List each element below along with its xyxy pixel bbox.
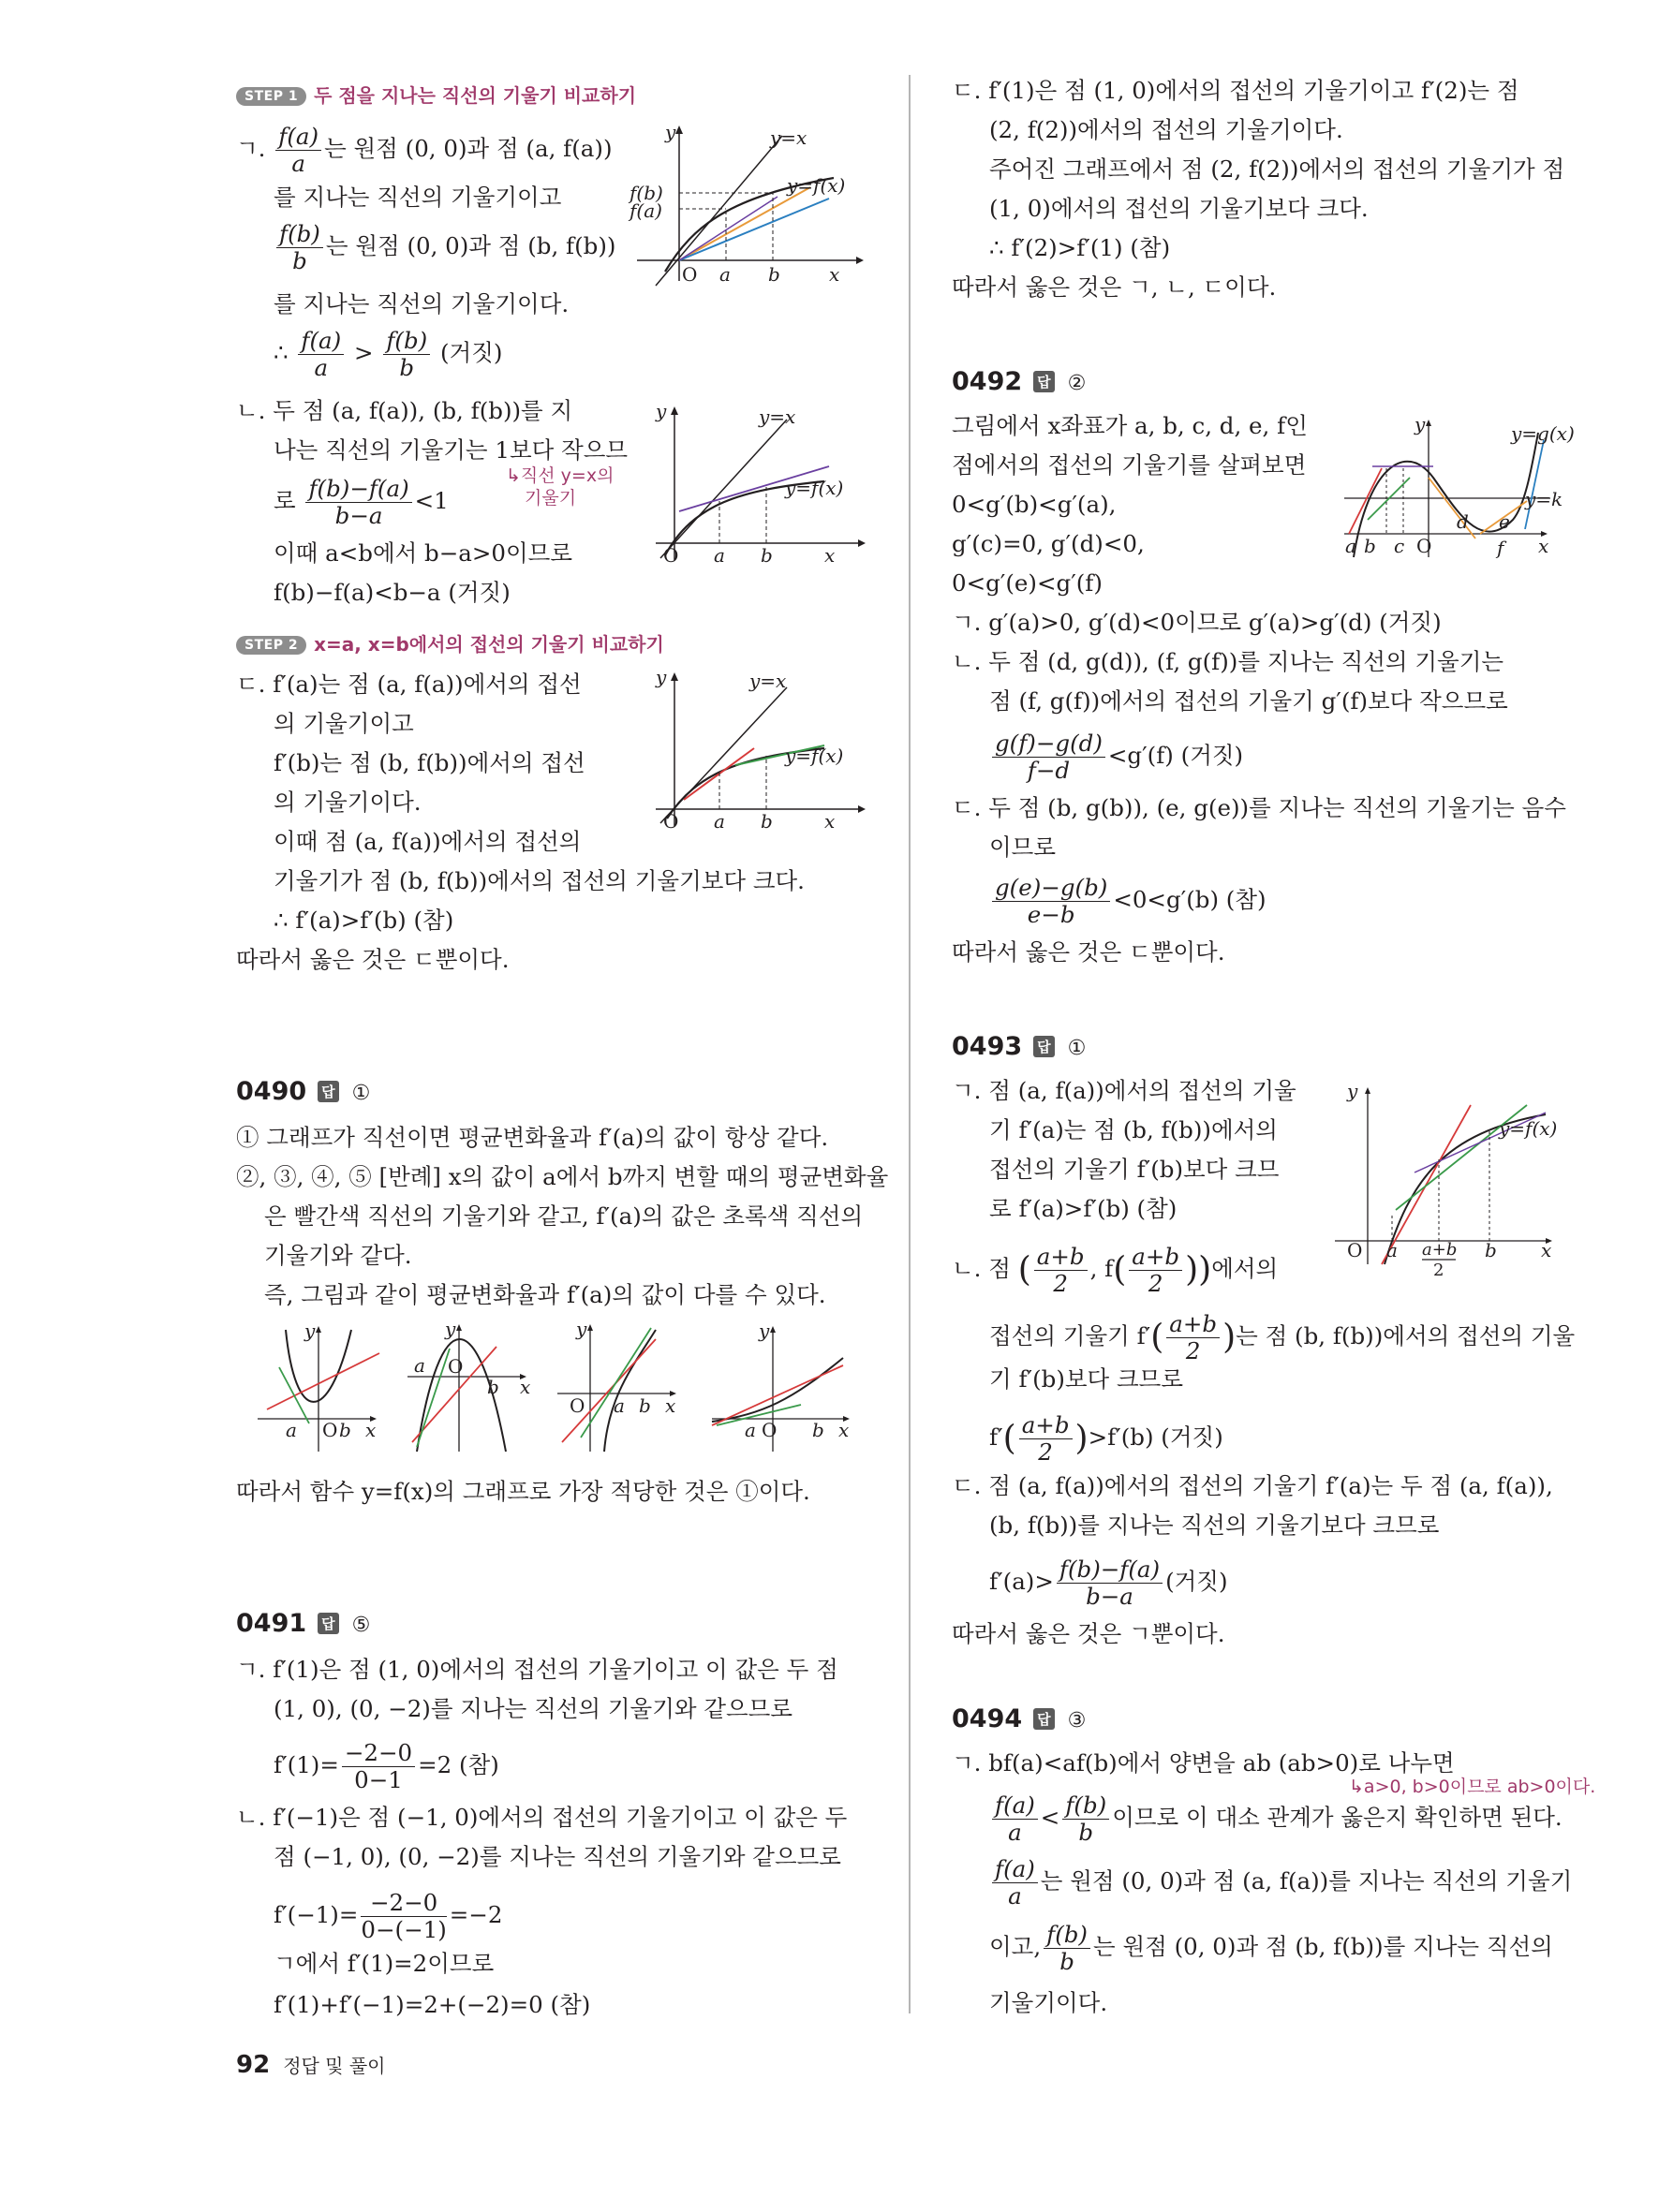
step1-title: 두 점을 지나는 직선의 기울기 비교하기 xyxy=(314,84,637,107)
p0493-l2: 기 f′(a)는 점 (b, f(b))에서의 xyxy=(989,1116,1278,1143)
svg-text:O: O xyxy=(682,263,698,286)
text: 는 원점 (0, 0)과 점 (a, f(a)) xyxy=(324,135,613,162)
p0492-l11: 이므로 xyxy=(989,833,1057,861)
left-n3: 로 $\frac{f(b)-f(a)}{b-a}$ <1 xyxy=(274,475,449,529)
left-g2: 를 지나는 직선의 기울기이고 xyxy=(274,184,562,211)
svg-text:y: y xyxy=(656,666,667,688)
page-label: 정답 및 풀이 xyxy=(283,2055,386,2077)
svg-text:b: b xyxy=(812,1419,824,1441)
svg-text:y=x: y=x xyxy=(749,670,787,692)
svg-text:a: a xyxy=(719,263,731,286)
graph-step1-n xyxy=(646,401,881,565)
problem-0490-header: 0490 답 ① xyxy=(236,1077,371,1106)
svg-text:x: x xyxy=(1538,535,1549,557)
graph-0490-2 xyxy=(253,1320,384,1456)
svg-text:O: O xyxy=(322,1419,338,1441)
p0491-l1: ㄱ. f′(1)은 점 (1, 0)에서의 접선의 기울기이고 이 값은 두 점 xyxy=(236,1656,838,1683)
left-d5: 이때 점 (a, f(a))에서의 접선의 xyxy=(274,828,582,855)
p0492-l6: ㄱ. g′(a)>0, g′(d)<0이므로 g′(a)>g′(d) (거짓) xyxy=(952,609,1442,636)
p0491-l2: (1, 0), (0, −2)를 지나는 직선의 기울기와 같으므로 xyxy=(274,1695,792,1722)
svg-text:O: O xyxy=(762,1419,778,1441)
svg-text:a: a xyxy=(714,810,725,833)
svg-text:y=x: y=x xyxy=(770,126,807,149)
step1-badge: STEP 1 xyxy=(236,87,306,106)
p0492-l2: 점에서의 접선의 기울기를 살펴보면 xyxy=(952,451,1307,479)
svg-text:f(b): f(b) xyxy=(630,182,663,204)
svg-text:y: y xyxy=(576,1318,587,1340)
right-top-l3: 주어진 그래프에서 점 (2, f(2))에서의 접선의 기울기가 점 xyxy=(989,155,1565,183)
p0493-l3: 접선의 기울기 f′(b)보다 크므 xyxy=(989,1156,1280,1183)
p0493-l12: 따라서 옳은 것은 ㄱ뿐이다. xyxy=(952,1620,1225,1647)
svg-text:y: y xyxy=(304,1320,316,1342)
left-d4: 의 기울기이다. xyxy=(274,789,422,816)
svg-text:a: a xyxy=(286,1419,297,1441)
step1-header xyxy=(236,81,636,108)
frac-fa: $\frac{f(a)}{a}$ xyxy=(275,124,321,177)
left-d2: 의 기울기이고 xyxy=(274,710,414,737)
svg-text:y: y xyxy=(1415,413,1426,435)
p0493-l10: (b, f(b))를 지나는 직선의 기울기보다 크므로 xyxy=(989,1512,1440,1539)
p0494-l4: 이고, $\frac{f(b)}{b}$ 는 원점 (0, 0)과 점 (b, f(b))를 지나는 직선의 xyxy=(989,1921,1553,1975)
svg-text:y: y xyxy=(759,1320,770,1342)
problem-0492-header: 0492 답 ② xyxy=(952,367,1087,396)
left-d3: f′(b)는 점 (b, f(b))에서의 접선 xyxy=(274,749,585,776)
right-top-l4: (1, 0)에서의 접선의 기울기보다 크다. xyxy=(989,195,1369,222)
p0492-l4: g′(c)=0, g′(d)<0, xyxy=(952,530,1145,557)
p0490-l1: ① 그래프가 직선이면 평균변화율과 f′(a)의 값이 항상 같다. xyxy=(236,1124,829,1151)
p0493-l6: 접선의 기울기 f′( $\frac{a+b}{2}$ )는 점 (b, f(b))에서의 접선의 기울 xyxy=(989,1310,1576,1364)
page-footer xyxy=(236,2051,386,2079)
svg-text:O: O xyxy=(570,1394,585,1417)
left-n1: ㄴ. 두 점 (a, f(a)), (b, f(b))를 지 xyxy=(236,397,573,424)
svg-text:b: b xyxy=(1364,535,1376,557)
left-d8: 따라서 옳은 것은 ㄷ뿐이다. xyxy=(236,946,510,973)
svg-text:x: x xyxy=(520,1376,531,1398)
svg-text:y: y xyxy=(445,1318,456,1340)
left-g3 xyxy=(274,221,615,274)
p0491-l3: f′(1)= $\frac{-2-0}{0-1}$ =2 (참) xyxy=(274,1739,499,1793)
svg-text:b: b xyxy=(339,1419,351,1441)
svg-text:x: x xyxy=(665,1394,676,1417)
p0494-l2: $\frac{f(a)}{a}$ < $\frac{f(b)}{b}$ 이므로 이 대소 관계가 옳은지 확인하면 된다. xyxy=(989,1792,1563,1846)
svg-text:b: b xyxy=(487,1376,499,1398)
left-d1: ㄷ. f′(a)는 점 (a, f(a))에서의 접선 xyxy=(236,671,582,698)
frac-fb: $\frac{f(b)}{b}$ xyxy=(276,221,323,274)
svg-text:a: a xyxy=(745,1419,756,1441)
left-g5: ∴ $\frac{f(a)}{a}$ > $\frac{f(b)}{b}$ (거짓) xyxy=(274,327,503,381)
right-top-l2: (2, f(2))에서의 접선의 기울기이다. xyxy=(989,116,1343,143)
p0491-l4: ㄴ. f′(−1)은 점 (−1, 0)에서의 접선의 기울기이고 이 값은 두 xyxy=(236,1804,848,1831)
p0494-l1: ㄱ. bf(a)<af(b)에서 양변을 ab (ab>0)로 나누면 xyxy=(952,1749,1455,1777)
svg-text:b: b xyxy=(761,810,773,833)
right-top-l5: ∴ f′(2)>f′(1) (참) xyxy=(989,234,1171,261)
left-d7: ∴ f′(a)>f′(b) (참) xyxy=(274,907,454,934)
graph-0493-fx xyxy=(1330,1077,1592,1283)
graph-0490-4 xyxy=(553,1320,684,1456)
p0491-l6: f′(−1)= $\frac{-2-0}{0-(-1)}$ =−2 xyxy=(274,1889,503,1943)
p0490-l6: 따라서 함수 y=f(x)의 그래프로 가장 적당한 것은 ①이다. xyxy=(236,1478,810,1505)
svg-text:O: O xyxy=(1416,535,1432,557)
svg-text:x: x xyxy=(365,1419,377,1441)
p0494-l5: 기울기이다. xyxy=(989,1989,1108,2016)
svg-text:b: b xyxy=(761,544,773,567)
svg-text:2: 2 xyxy=(1433,1261,1444,1280)
p0490-l4: 기울기와 같다. xyxy=(264,1242,412,1269)
problem-0493-header: 0493 답 ① xyxy=(952,1032,1087,1061)
svg-text:y=f(x): y=f(x) xyxy=(787,174,846,197)
label-g: ㄱ. xyxy=(236,135,266,162)
p0492-l10: ㄷ. 두 점 (b, g(b)), (e, g(e))를 지나는 직선의 기울기는 음수 xyxy=(952,794,1566,821)
svg-text:b: b xyxy=(639,1394,651,1417)
svg-text:f: f xyxy=(1497,537,1504,559)
svg-text:y=f(x): y=f(x) xyxy=(785,477,844,499)
svg-text:y=f(x): y=f(x) xyxy=(785,745,844,767)
graph-0490-3 xyxy=(403,1320,534,1456)
p0491-l7: ㄱ에서 f′(1)=2이므로 xyxy=(274,1950,495,1977)
p0491-l5: 점 (−1, 0), (0, −2)를 지나는 직선의 기울기와 같으므로 xyxy=(274,1843,841,1870)
left-n2: 나는 직선의 기울기는 1보다 작으므 xyxy=(274,436,629,464)
p0492-l7: ㄴ. 두 점 (d, g(d)), (f, g(f))를 지나는 직선의 기울기는 xyxy=(952,648,1504,675)
p0492-l8: 점 (f, g(f))에서의 접선의 기울기 g′(f)보다 작으므로 xyxy=(989,687,1508,715)
problem-0491-header: 0491 답 ⑤ xyxy=(236,1609,371,1638)
p0492-l5: 0<g′(e)<g′(f) xyxy=(952,569,1103,597)
svg-text:b: b xyxy=(768,263,780,286)
svg-text:a: a xyxy=(714,544,725,567)
p0492-l1: 그림에서 x좌표가 a, b, c, d, e, f인 xyxy=(952,412,1308,439)
svg-text:f(a): f(a) xyxy=(630,199,662,222)
text: 는 원점 (0, 0)과 점 (b, f(b)) xyxy=(325,232,616,259)
step2-title: x=a, x=b에서의 접선의 기울기 비교하기 xyxy=(314,633,664,656)
p0493-l5: ㄴ. 점 ( $\frac{a+b}{2}$ , f( $\frac{a+b}{2}$ ))에서의 xyxy=(952,1243,1279,1297)
svg-text:e: e xyxy=(1499,510,1510,533)
p0492-l12: $\frac{g(e)-g(b)}{e-b}$ <0<g′(b) (참) xyxy=(989,875,1266,928)
p0492-l9: $\frac{g(f)-g(d)}{f-d}$ <g′(f) (거짓) xyxy=(989,730,1243,784)
svg-text:O: O xyxy=(1347,1239,1363,1261)
svg-text:O: O xyxy=(663,544,679,567)
svg-text:O: O xyxy=(448,1355,464,1378)
problem-0494-header: 0494 답 ③ xyxy=(952,1704,1087,1733)
note-yx-slope: ↳직선 y=x의 기울기 xyxy=(506,465,615,509)
svg-text:y=f(x): y=f(x) xyxy=(1499,1117,1558,1140)
svg-text:O: O xyxy=(663,810,679,833)
svg-text:y=g(x): y=g(x) xyxy=(1511,422,1575,445)
svg-text:b: b xyxy=(1485,1239,1497,1261)
note-ab-positive: ↳a>0, b>0이므로 ab>0이다. xyxy=(1349,1777,1596,1797)
step2-header xyxy=(236,629,664,656)
right-top-l1: ㄷ. f′(1)은 점 (1, 0)에서의 접선의 기울기이고 f′(2)는 점 xyxy=(952,77,1519,104)
p0492-l3: 0<g′(b)<g′(a), xyxy=(952,491,1117,518)
p0493-l8: f′( $\frac{a+b}{2}$ )>f′(b) (거짓) xyxy=(989,1411,1223,1466)
svg-text:y: y xyxy=(1347,1080,1358,1102)
svg-text:x: x xyxy=(829,263,840,286)
svg-text:x: x xyxy=(838,1419,850,1441)
p0494-l3: $\frac{f(a)}{a}$ 는 원점 (0, 0)과 점 (a, f(a))를 지나는 직선의 기울기 xyxy=(989,1856,1572,1910)
svg-text:a: a xyxy=(1386,1239,1398,1261)
p0490-l5: 즉, 그림과 같이 평균변화율과 f′(a)의 값이 다를 수 있다. xyxy=(264,1281,826,1308)
graph-0492-gx xyxy=(1340,412,1602,562)
svg-text:d: d xyxy=(1457,510,1469,533)
page-number: 92 xyxy=(236,2051,271,2079)
svg-text:y: y xyxy=(665,121,676,143)
svg-text:c: c xyxy=(1394,535,1405,557)
svg-text:y=x: y=x xyxy=(759,406,796,428)
svg-text:a: a xyxy=(1345,535,1356,557)
p0493-l11: f′(a)> $\frac{f(b)-f(a)}{b-a}$ (거짓) xyxy=(989,1556,1228,1610)
svg-text:a+b: a+b xyxy=(1422,1240,1458,1260)
step2-badge: STEP 2 xyxy=(236,636,306,655)
graph-step2-d xyxy=(646,666,881,833)
left-g4: 를 지나는 직선의 기울기이다. xyxy=(274,290,570,317)
graph-0490-5 xyxy=(707,1320,857,1456)
left-g1 xyxy=(236,124,613,177)
column-divider xyxy=(909,75,911,2013)
svg-text:y: y xyxy=(656,400,667,422)
svg-text:y=k: y=k xyxy=(1525,488,1563,510)
graph-step1-g xyxy=(628,122,881,286)
p0490-l2: ②, ③, ④, ⑤ [반례] x의 값이 a에서 b까지 변할 때의 평균변화율 xyxy=(236,1163,889,1190)
p0493-l9: ㄷ. 점 (a, f(a))에서의 접선의 기울기 f′(a)는 두 점 (a, f(a)), xyxy=(952,1472,1553,1499)
svg-text:x: x xyxy=(824,810,836,833)
left-n4: 이때 a<b에서 b−a>0이므로 xyxy=(274,539,572,567)
left-d6: 기울기가 점 (b, f(b))에서의 접선의 기울기보다 크다. xyxy=(274,867,805,894)
p0492-l13: 따라서 옳은 것은 ㄷ뿐이다. xyxy=(952,938,1225,966)
p0491-l8: f′(1)+f′(−1)=2+(−2)=0 (참) xyxy=(274,1991,591,2018)
svg-text:x: x xyxy=(1541,1239,1552,1261)
right-top-l6: 따라서 옳은 것은 ㄱ, ㄴ, ㄷ이다. xyxy=(952,273,1277,301)
p0493-l7: 기 f′(b)보다 크므로 xyxy=(989,1365,1184,1393)
svg-text:a: a xyxy=(614,1394,625,1417)
p0493-l4: 로 f′(a)>f′(b) (참) xyxy=(989,1195,1178,1222)
left-n5: f(b)−f(a)<b−a (거짓) xyxy=(274,579,511,606)
svg-text:a: a xyxy=(414,1354,425,1377)
p0490-l3: 은 빨간색 직선의 기울기와 같고, f′(a)의 값은 초록색 직선의 xyxy=(264,1202,864,1230)
p0493-l1: ㄱ. 점 (a, f(a))에서의 접선의 기울 xyxy=(952,1077,1296,1104)
svg-text:x: x xyxy=(824,544,836,567)
